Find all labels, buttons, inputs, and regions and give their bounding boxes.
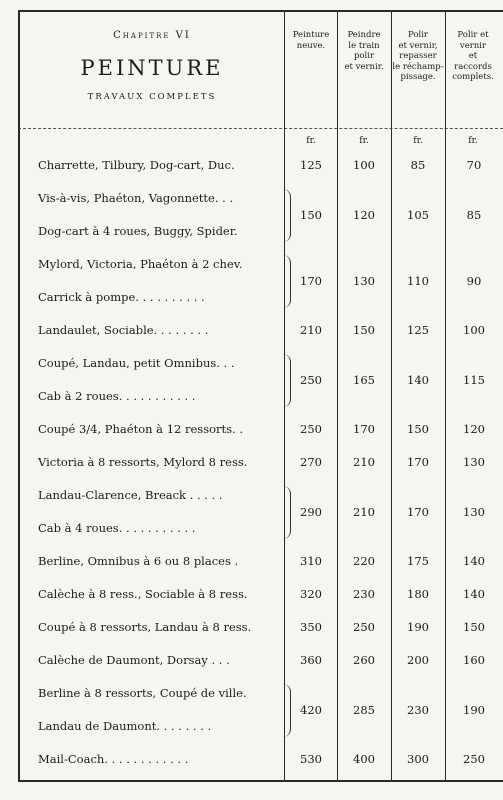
row-label: Cab à 2 roues. . . . . . . . . . . bbox=[38, 389, 196, 403]
row-value: 130 bbox=[463, 504, 485, 519]
row-value: 210 bbox=[353, 504, 375, 519]
row-value: 400 bbox=[353, 752, 375, 766]
row-value: 290 bbox=[300, 504, 322, 519]
row-value: 120 bbox=[353, 207, 375, 222]
column-divider-2 bbox=[337, 10, 338, 782]
row-value: 140 bbox=[407, 372, 429, 387]
row-value: 250 bbox=[353, 620, 375, 634]
row-label: Calèche à 8 ress., Sociable à 8 ress. bbox=[38, 587, 248, 601]
row-value: 115 bbox=[463, 372, 485, 387]
row-value: 210 bbox=[353, 455, 375, 469]
row-value: 190 bbox=[463, 702, 485, 717]
row-label: Coupé 3/4, Phaéton à 12 ressorts. . bbox=[38, 422, 244, 436]
row-label: Mail-Coach. . . . . . . . . . . . bbox=[38, 752, 189, 766]
row-label: Berline à 8 ressorts, Coupé de ville. bbox=[38, 686, 247, 700]
left-border bbox=[18, 10, 20, 782]
row-value: 310 bbox=[300, 554, 322, 568]
unit-3: fr. bbox=[413, 136, 423, 146]
column-header-1: Peinture neuve. bbox=[292, 30, 330, 51]
row-value: 170 bbox=[407, 455, 429, 469]
row-value: 360 bbox=[300, 653, 322, 667]
row-value: 350 bbox=[300, 620, 322, 634]
unit-2: fr. bbox=[359, 136, 369, 146]
row-value: 120 bbox=[463, 422, 485, 436]
row-value: 270 bbox=[300, 455, 322, 469]
row-value: 320 bbox=[300, 587, 322, 601]
row-value: 170 bbox=[300, 273, 322, 288]
column-header-2: Peindre le train polir et vernir. bbox=[344, 30, 384, 72]
row-value: 150 bbox=[463, 620, 485, 634]
row-label: Landau-Clarence, Breack . . . . . bbox=[38, 488, 223, 502]
header-rule bbox=[18, 128, 503, 129]
row-value: 100 bbox=[353, 158, 375, 172]
row-value: 230 bbox=[353, 587, 375, 601]
row-value: 250 bbox=[463, 752, 485, 766]
row-value: 170 bbox=[353, 422, 375, 436]
row-label: Landau de Daumont. . . . . . . . bbox=[38, 719, 212, 733]
row-value: 100 bbox=[463, 323, 485, 337]
row-value: 125 bbox=[407, 323, 429, 337]
row-label: Cab à 4 roues. . . . . . . . . . . bbox=[38, 521, 196, 535]
column-header-4: Polir et vernir et raccords complets. bbox=[452, 30, 494, 82]
chapter-label: Chapitre VI bbox=[113, 30, 191, 41]
row-value: 230 bbox=[407, 702, 429, 717]
column-divider-3 bbox=[391, 10, 392, 782]
row-label: Victoria à 8 ressorts, Mylord 8 ress. bbox=[38, 455, 248, 469]
page-subtitle: TRAVAUX COMPLETS bbox=[87, 92, 217, 102]
page-title: PEINTURE bbox=[80, 56, 224, 80]
row-value: 200 bbox=[407, 653, 429, 667]
row-value: 190 bbox=[407, 620, 429, 634]
unit-1: fr. bbox=[306, 136, 316, 146]
row-value: 250 bbox=[300, 422, 322, 436]
row-value: 210 bbox=[300, 323, 322, 337]
row-label: Calèche de Daumont, Dorsay . . . bbox=[38, 653, 230, 667]
row-value: 85 bbox=[410, 158, 426, 172]
row-label: Charrette, Tilbury, Dog-cart, Duc. bbox=[38, 158, 235, 172]
column-divider-1 bbox=[284, 10, 285, 782]
row-value: 300 bbox=[407, 752, 429, 766]
row-value: 165 bbox=[353, 372, 375, 387]
row-value: 175 bbox=[407, 554, 429, 568]
row-label: Carrick à pompe. . . . . . . . . . bbox=[38, 290, 205, 304]
row-value: 140 bbox=[463, 587, 485, 601]
row-label: Coupé à 8 ressorts, Landau à 8 ress. bbox=[38, 620, 252, 634]
row-label: Landaulet, Sociable. . . . . . . . bbox=[38, 323, 209, 337]
row-label: Dog-cart à 4 roues, Buggy, Spider. bbox=[38, 224, 238, 238]
row-value: 105 bbox=[407, 207, 429, 222]
row-label: Vis-à-vis, Phaéton, Vagonnette. . . bbox=[38, 191, 234, 205]
row-value: 250 bbox=[300, 372, 322, 387]
row-value: 110 bbox=[407, 273, 429, 288]
row-value: 150 bbox=[353, 323, 375, 337]
row-value: 150 bbox=[300, 207, 322, 222]
row-value: 285 bbox=[353, 702, 375, 717]
row-label: Berline, Omnibus à 6 ou 8 places . bbox=[38, 554, 239, 568]
row-value: 260 bbox=[353, 653, 375, 667]
column-divider-4 bbox=[445, 10, 446, 782]
row-value: 220 bbox=[353, 554, 375, 568]
bottom-rule bbox=[18, 780, 503, 782]
row-value: 130 bbox=[463, 455, 485, 469]
row-value: 180 bbox=[407, 587, 429, 601]
row-value: 90 bbox=[466, 273, 482, 288]
row-value: 530 bbox=[300, 752, 322, 766]
unit-4: fr. bbox=[468, 136, 478, 146]
row-value: 420 bbox=[300, 702, 322, 717]
column-header-3: Polir et vernir, repasser le réchamp- pissage. bbox=[392, 30, 444, 82]
top-rule bbox=[18, 10, 503, 12]
row-value: 160 bbox=[463, 653, 485, 667]
row-value: 130 bbox=[353, 273, 375, 288]
row-value: 150 bbox=[407, 422, 429, 436]
row-label: Mylord, Victoria, Phaéton à 2 chev. bbox=[38, 257, 243, 271]
row-value: 125 bbox=[300, 158, 322, 172]
row-value: 70 bbox=[466, 158, 482, 172]
row-value: 170 bbox=[407, 504, 429, 519]
row-value: 85 bbox=[466, 207, 482, 222]
row-label: Coupé, Landau, petit Omnibus. . . bbox=[38, 356, 235, 370]
row-value: 140 bbox=[463, 554, 485, 568]
